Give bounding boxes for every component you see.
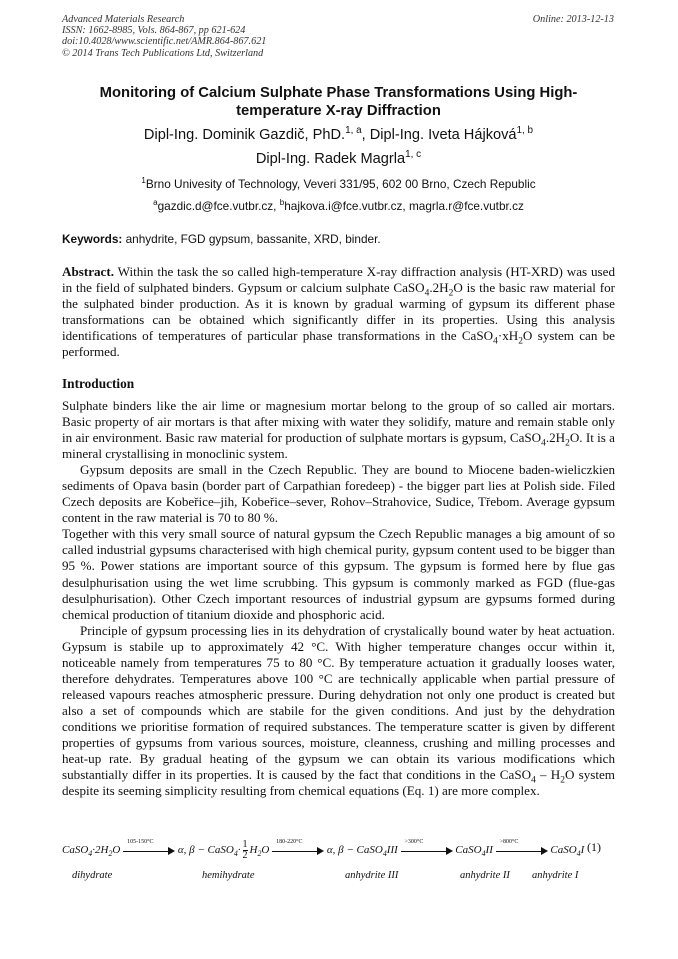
- author-separator: ,: [361, 127, 370, 143]
- issn-line: ISSN: 1662-8985, Vols. 864-867, pp 621-624: [62, 25, 246, 37]
- abstract-text: Within the task the so called high-temperature X-ray diffraction analysis (HT-XRD) was used in the field of sulphated binders. Gypsum or calcium sulphate CaSO: [62, 264, 615, 296]
- arrow-condition: 180-220°C: [276, 838, 303, 845]
- author-1-sup: 1, a: [345, 125, 362, 137]
- label-dihydrate: dihydrate: [72, 870, 113, 881]
- paragraph-text: – H: [535, 767, 561, 783]
- keywords: [62, 232, 615, 246]
- subscript: 2: [518, 336, 523, 347]
- eq-term: ·: [237, 844, 241, 857]
- paragraph-2: Gypsum deposits are small in the Czech Republic. They are bound to Miocene baden-wieliczkien sediments of Opava basin (border part of Carpathian foredeep) - the bigger part lies at Polish side. Filed Czech deposits are Kobeřice–jih, Kobeřice–sever, Rohov–Strahovice, Sudice, Třebom. Average gypsum content in the raw material is 70 to 80 %.: [62, 462, 615, 526]
- eq-term: H: [249, 844, 258, 857]
- eq-term: α, β − CaSO: [326, 844, 383, 857]
- affiliation-sup: 1: [141, 176, 146, 186]
- section-heading-introduction: Introduction: [62, 376, 135, 391]
- paragraph-3: Together with this very small source of natural gypsum the Czech Republic manages a big amount of so called industrial gypsums characterised with high chemical purity, gypsum content used to be bigger than 95 %. Power stations are important source of this gypsum. The gypsum is formed here by flue gas desulphurisation using the wet lime scrubbing. This gypsum is commonly marked as FGD (flue-gas desulphurisation). Other Czech important resources of industrial gypsum are gypsums formed during chemical production of titanium dioxide and phosphoric acid.: [62, 526, 615, 622]
- eq-term: α, β − CaSO: [177, 844, 234, 857]
- authors-line-1: [62, 123, 615, 147]
- author-list: [62, 123, 615, 171]
- paragraph-1: [62, 398, 615, 462]
- doi-line: doi:10.4028/www.scientific.net/AMR.864-867.621: [62, 36, 267, 48]
- equation-formula: [62, 840, 584, 861]
- eq-term: ·2H: [92, 844, 109, 857]
- eq-term: O: [261, 844, 270, 857]
- reaction-arrow-4: [496, 838, 548, 857]
- author-3-sup: 1, c: [405, 149, 422, 161]
- arrow-condition: >800°C: [499, 838, 519, 845]
- fraction-half: [243, 840, 248, 861]
- keywords-label: Keywords:: [62, 232, 123, 246]
- affiliation-line: [62, 173, 615, 195]
- introduction-body: [62, 398, 615, 799]
- abstract-text: ·xH: [497, 328, 519, 344]
- equation-number: (1): [587, 840, 601, 854]
- paragraph-text: Principle of gypsum processing lies in its dehydration of crystalically bound water by heat actuation. Gypsum is stabile up to approximately 42 °C. With higher temperature changes occur within it, noticeable namely from temperatures 75 to 80 °C. By temperature actuation it gradually looses water, therefore dehydrates. Temperatures above 100 °C are technically applicable when partial pressure of released vapours reaches atmospheric pressure. During dehydration not only one product is created but also a set of compounds which are stabile for the given conditions. And just by the dehydration conditions we prioritise formation of required substances. The temperature scatter is given by different properties of gypsums from various sources, moisture, cleanness, crushing and milling processes and heat-up rate. By gradual heating of the gypsum we can obtain its various modifications which substantially differ in its properties. It is caused by the fact that conditions in the CaSO: [62, 622, 615, 783]
- eq-term: II: [485, 844, 493, 857]
- subscript: 4: [382, 849, 387, 859]
- arrow-condition: 105-150°C: [127, 838, 154, 845]
- eq-term: O: [112, 844, 121, 857]
- subscript: 2: [448, 288, 454, 299]
- subscript: 4: [88, 849, 93, 859]
- eq-term: III: [386, 844, 398, 857]
- journal-name: Advanced Materials Research: [62, 14, 185, 25]
- subscript: 4: [541, 438, 546, 449]
- subscript: 4: [424, 288, 430, 299]
- affiliation-text: Brno Univesity of Technology, Veveri 331/95, 602 00 Brno, Czech Republic: [145, 177, 536, 191]
- author-1: Dipl-Ing. Dominik Gazdič, PhD.: [143, 127, 346, 143]
- abstract: [62, 264, 615, 361]
- author-2-sup: 1, b: [516, 125, 534, 137]
- abstract-text: .2H: [429, 280, 449, 296]
- online-date: Online: 2013-12-13: [532, 14, 614, 25]
- abstract-text: O system can be performed.: [62, 328, 615, 360]
- subscript: 4: [233, 849, 238, 859]
- subscript: 2: [565, 438, 570, 449]
- label-hemihydrate: hemihydrate: [202, 870, 255, 881]
- equation-1: [62, 830, 615, 880]
- label-anhydrite-iii: anhydrite III: [345, 870, 399, 881]
- subscript: 2: [257, 849, 262, 859]
- fraction-denominator: 2: [242, 850, 248, 861]
- email-line: [62, 195, 615, 217]
- eq-term: CaSO: [62, 844, 89, 857]
- fraction-numerator: 1: [242, 839, 248, 850]
- abstract-text: O is the basic raw material for the sulphated binder production. As it is known by gradual warming of gypsum its different phase transformations can be obtained which significantly differ in its properties. Using this analysis identifications of temperatures of particular phase transformations in the CaSO: [62, 280, 615, 344]
- label-anhydrite-i: anhydrite I: [532, 870, 579, 881]
- subscript: 4: [531, 775, 536, 786]
- subscript: 2: [560, 775, 565, 786]
- paragraph-text: .2H: [545, 430, 566, 446]
- email-b-sup: b: [279, 198, 285, 208]
- email-b: hajkova.i@fce.vutbr.cz, magrla.r@fce.vutbr.cz: [284, 199, 524, 213]
- paragraph-text: Sulphate binders like the air lime or magnesium mortar belong to the group of so called air mortars. Basic property of air mortars is that after mixing with water they solidify, mature and remain stable only in air environment. Basic raw material for production of sulphate mortars is gypsum, CaSO: [62, 398, 615, 446]
- keywords-text: anhydrite, FGD gypsum, bassanite, XRD, binder.: [122, 232, 381, 246]
- email-a-sup: a: [153, 198, 158, 208]
- subscript: 4: [493, 336, 498, 347]
- subscript: 4: [576, 849, 581, 859]
- subscript: 4: [481, 849, 486, 859]
- copyright-line: © 2014 Trans Tech Publications Ltd, Switzerland: [62, 47, 264, 59]
- eq-term: I: [580, 844, 585, 857]
- reaction-arrow-2: [272, 838, 324, 857]
- eq-term: CaSO: [550, 844, 577, 857]
- author-2: Dipl-Ing. Iveta Hájková: [369, 127, 517, 143]
- reaction-arrow-1: [123, 838, 175, 857]
- paper-title: Monitoring of Calcium Sulphate Phase Transformations Using High-temperature X-ray Diffraction: [99, 85, 578, 119]
- email-a: gazdic.d@fce.vutbr.cz,: [157, 199, 280, 213]
- author-3: Dipl-Ing. Radek Magrla: [255, 151, 406, 167]
- paragraph-text: O. It is a mineral crystallising in monoclinic system.: [62, 430, 615, 462]
- journal-header: [62, 14, 266, 59]
- paragraph-4: [62, 623, 615, 800]
- paragraph-text: O system despite its seeming simplicity resulting from chemical equations (Eq. 1) are more complex.: [62, 767, 615, 799]
- affiliation-block: [62, 173, 615, 217]
- subscript: 2: [108, 849, 113, 859]
- eq-term: CaSO: [455, 844, 482, 857]
- arrow-condition: >300°C: [404, 838, 424, 845]
- label-anhydrite-ii: anhydrite II: [460, 870, 510, 881]
- authors-line-2: [62, 147, 615, 171]
- reaction-arrow-3: [401, 838, 453, 857]
- abstract-label: Abstract.: [62, 264, 114, 279]
